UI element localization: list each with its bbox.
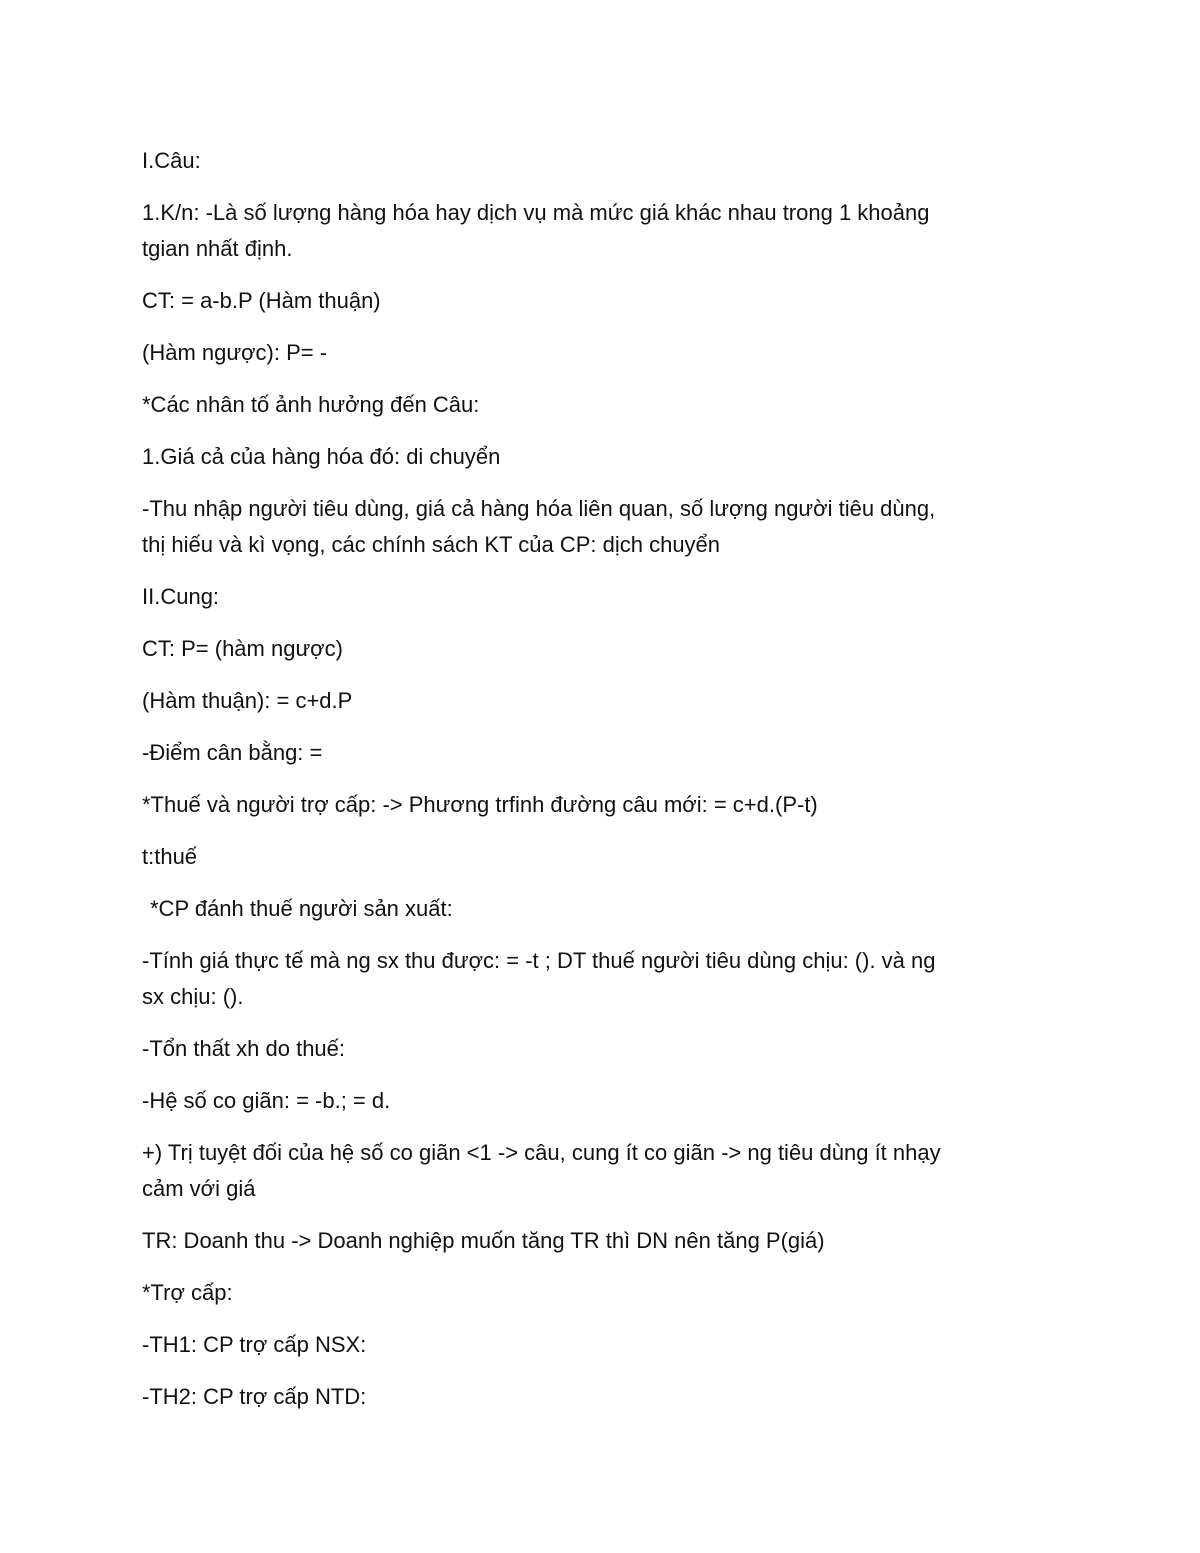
heading-demand: I.Câu: — [142, 148, 201, 173]
elasticity-coefficient: -Hệ số co giãn: = -b.; = d. — [142, 1088, 391, 1113]
tax-incidence: -Tính giá thực tế mà ng sx thu được: = -t ; DT thuế người tiêu dùng chịu: (). và ng sx chịu: (). — [142, 948, 936, 1009]
supply-direct-formula: (Hàm thuận): = c+d.P — [142, 688, 353, 713]
tax-subsidy-equation: *Thuế và người trợ cấp: -> Phương trfinh đường câu mới: = c+d.(P-t) — [142, 792, 818, 817]
subsidy-case-producer: -TH1: CP trợ cấp NSX: — [142, 1332, 367, 1357]
demand-factor-price: 1.Giá cả của hàng hóa đó: di chuyển — [142, 444, 501, 469]
demand-factors-heading: *Các nhân tố ảnh hưởng đến Câu: — [142, 392, 480, 417]
equilibrium-point: -Điểm cân bằng: = — [142, 740, 323, 765]
demand-factor-others: -Thu nhập người tiêu dùng, giá cả hàng hóa liên quan, số lượng người tiêu dùng, thị hiếu và kì vọng, các chính sách KT của CP: dịch chuyển — [142, 496, 936, 557]
producer-tax-heading: *CP đánh thuế người sản xuất: — [150, 896, 453, 921]
demand-definition: 1.K/n: -Là số lượng hàng hóa hay dịch vụ mà mức giá khác nhau trong 1 khoảng tgian nhất định. — [142, 200, 930, 261]
elasticity-note: +) Trị tuyệt đối của hệ số co giãn <1 -> câu, cung ít co giãn -> ng tiêu dùng ít nhạy cảm với giá — [142, 1140, 941, 1201]
supply-formula: CT: P= (hàm ngược) — [142, 636, 343, 661]
demand-inverse-formula: (Hàm ngược): P= - — [142, 340, 328, 365]
deadweight-loss: -Tổn thất xh do thuế: — [142, 1036, 346, 1061]
total-revenue-note: TR: Doanh thu -> Doanh nghiệp muốn tăng TR thì DN nên tăng P(giá) — [142, 1228, 825, 1253]
heading-supply: II.Cung: — [142, 584, 220, 609]
tax-variable: t:thuế — [142, 844, 198, 869]
subsidy-case-consumer: -TH2: CP trợ cấp NTD: — [142, 1384, 367, 1409]
demand-formula: CT: = a-b.P (Hàm thuận) — [142, 288, 381, 313]
subsidy-heading: *Trợ cấp: — [142, 1280, 233, 1305]
